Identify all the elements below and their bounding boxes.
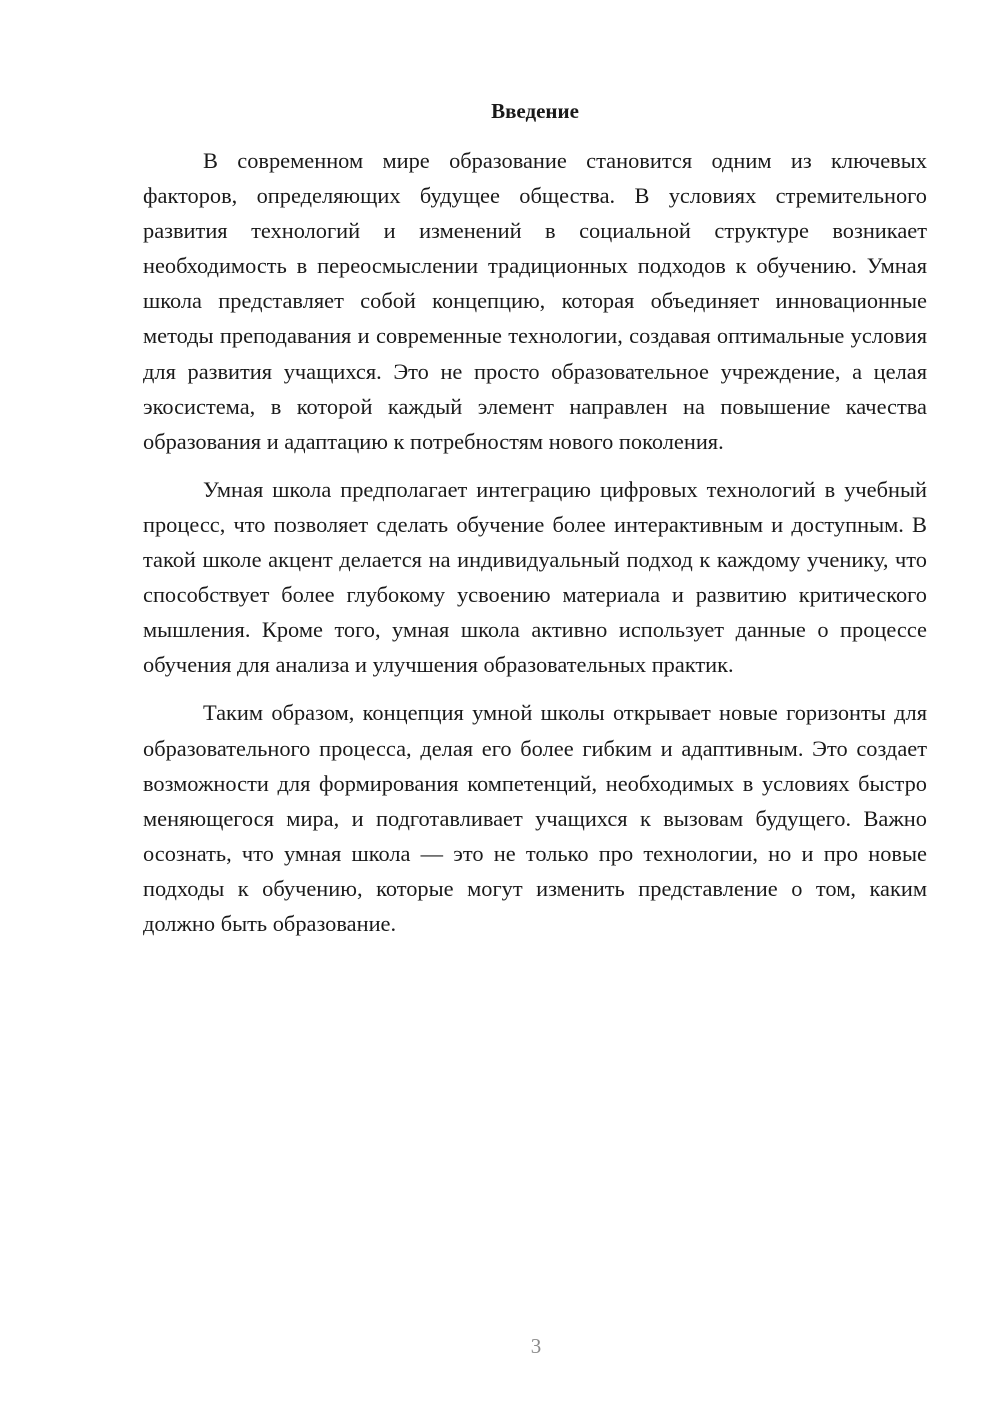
- paragraph-3: Таким образом, концепция умной школы открывает новые горизонты для образовательного процесса, делая его более гибким и адаптивным. Это создает возможности для формирования компетенций, необходимых в условиях быстро меняющегося мира, и подготавливает учащихся к вызовам будущего. Важно осознать, что умная школа — это не только про технологии, но и про новые подходы к обучению, которые могут изменить представление о том, каким должно быть образование.: [143, 700, 927, 936]
- body-text: [143, 143, 927, 954]
- paragraph-2: Умная школа предполагает интеграцию цифровых технологий в учебный процесс, что позволяет сделать обучение более интерактивным и доступным. В такой школе акцент делается на индивидуальный подход к каждому ученику, что способствует более глубокому усвоению материала и развитию критического мышления. Кроме того, умная школа активно использует данные о процессе обучения для анализа и улучшения образовательных практик.: [143, 476, 927, 678]
- page-number: 3: [530, 1334, 542, 1358]
- section-heading: Введение: [491, 99, 579, 123]
- paragraph-1: В современном мире образование становится одним из ключевых факторов, определяющих будущее общества. В условиях стремительного развития технологий и изменений в социальной структуре возникает необходимость в переосмыслении традиционных подходов к обучению. Умная школа представляет собой концепцию, которая объединяет инновационные методы преподавания и современные технологии, создавая оптимальные условия для развития учащихся. Это не просто образовательное учреждение, а целая экосистема, в которой каждый элемент направлен на повышение качества образования и адаптацию к потребностям нового поколения.: [143, 148, 927, 454]
